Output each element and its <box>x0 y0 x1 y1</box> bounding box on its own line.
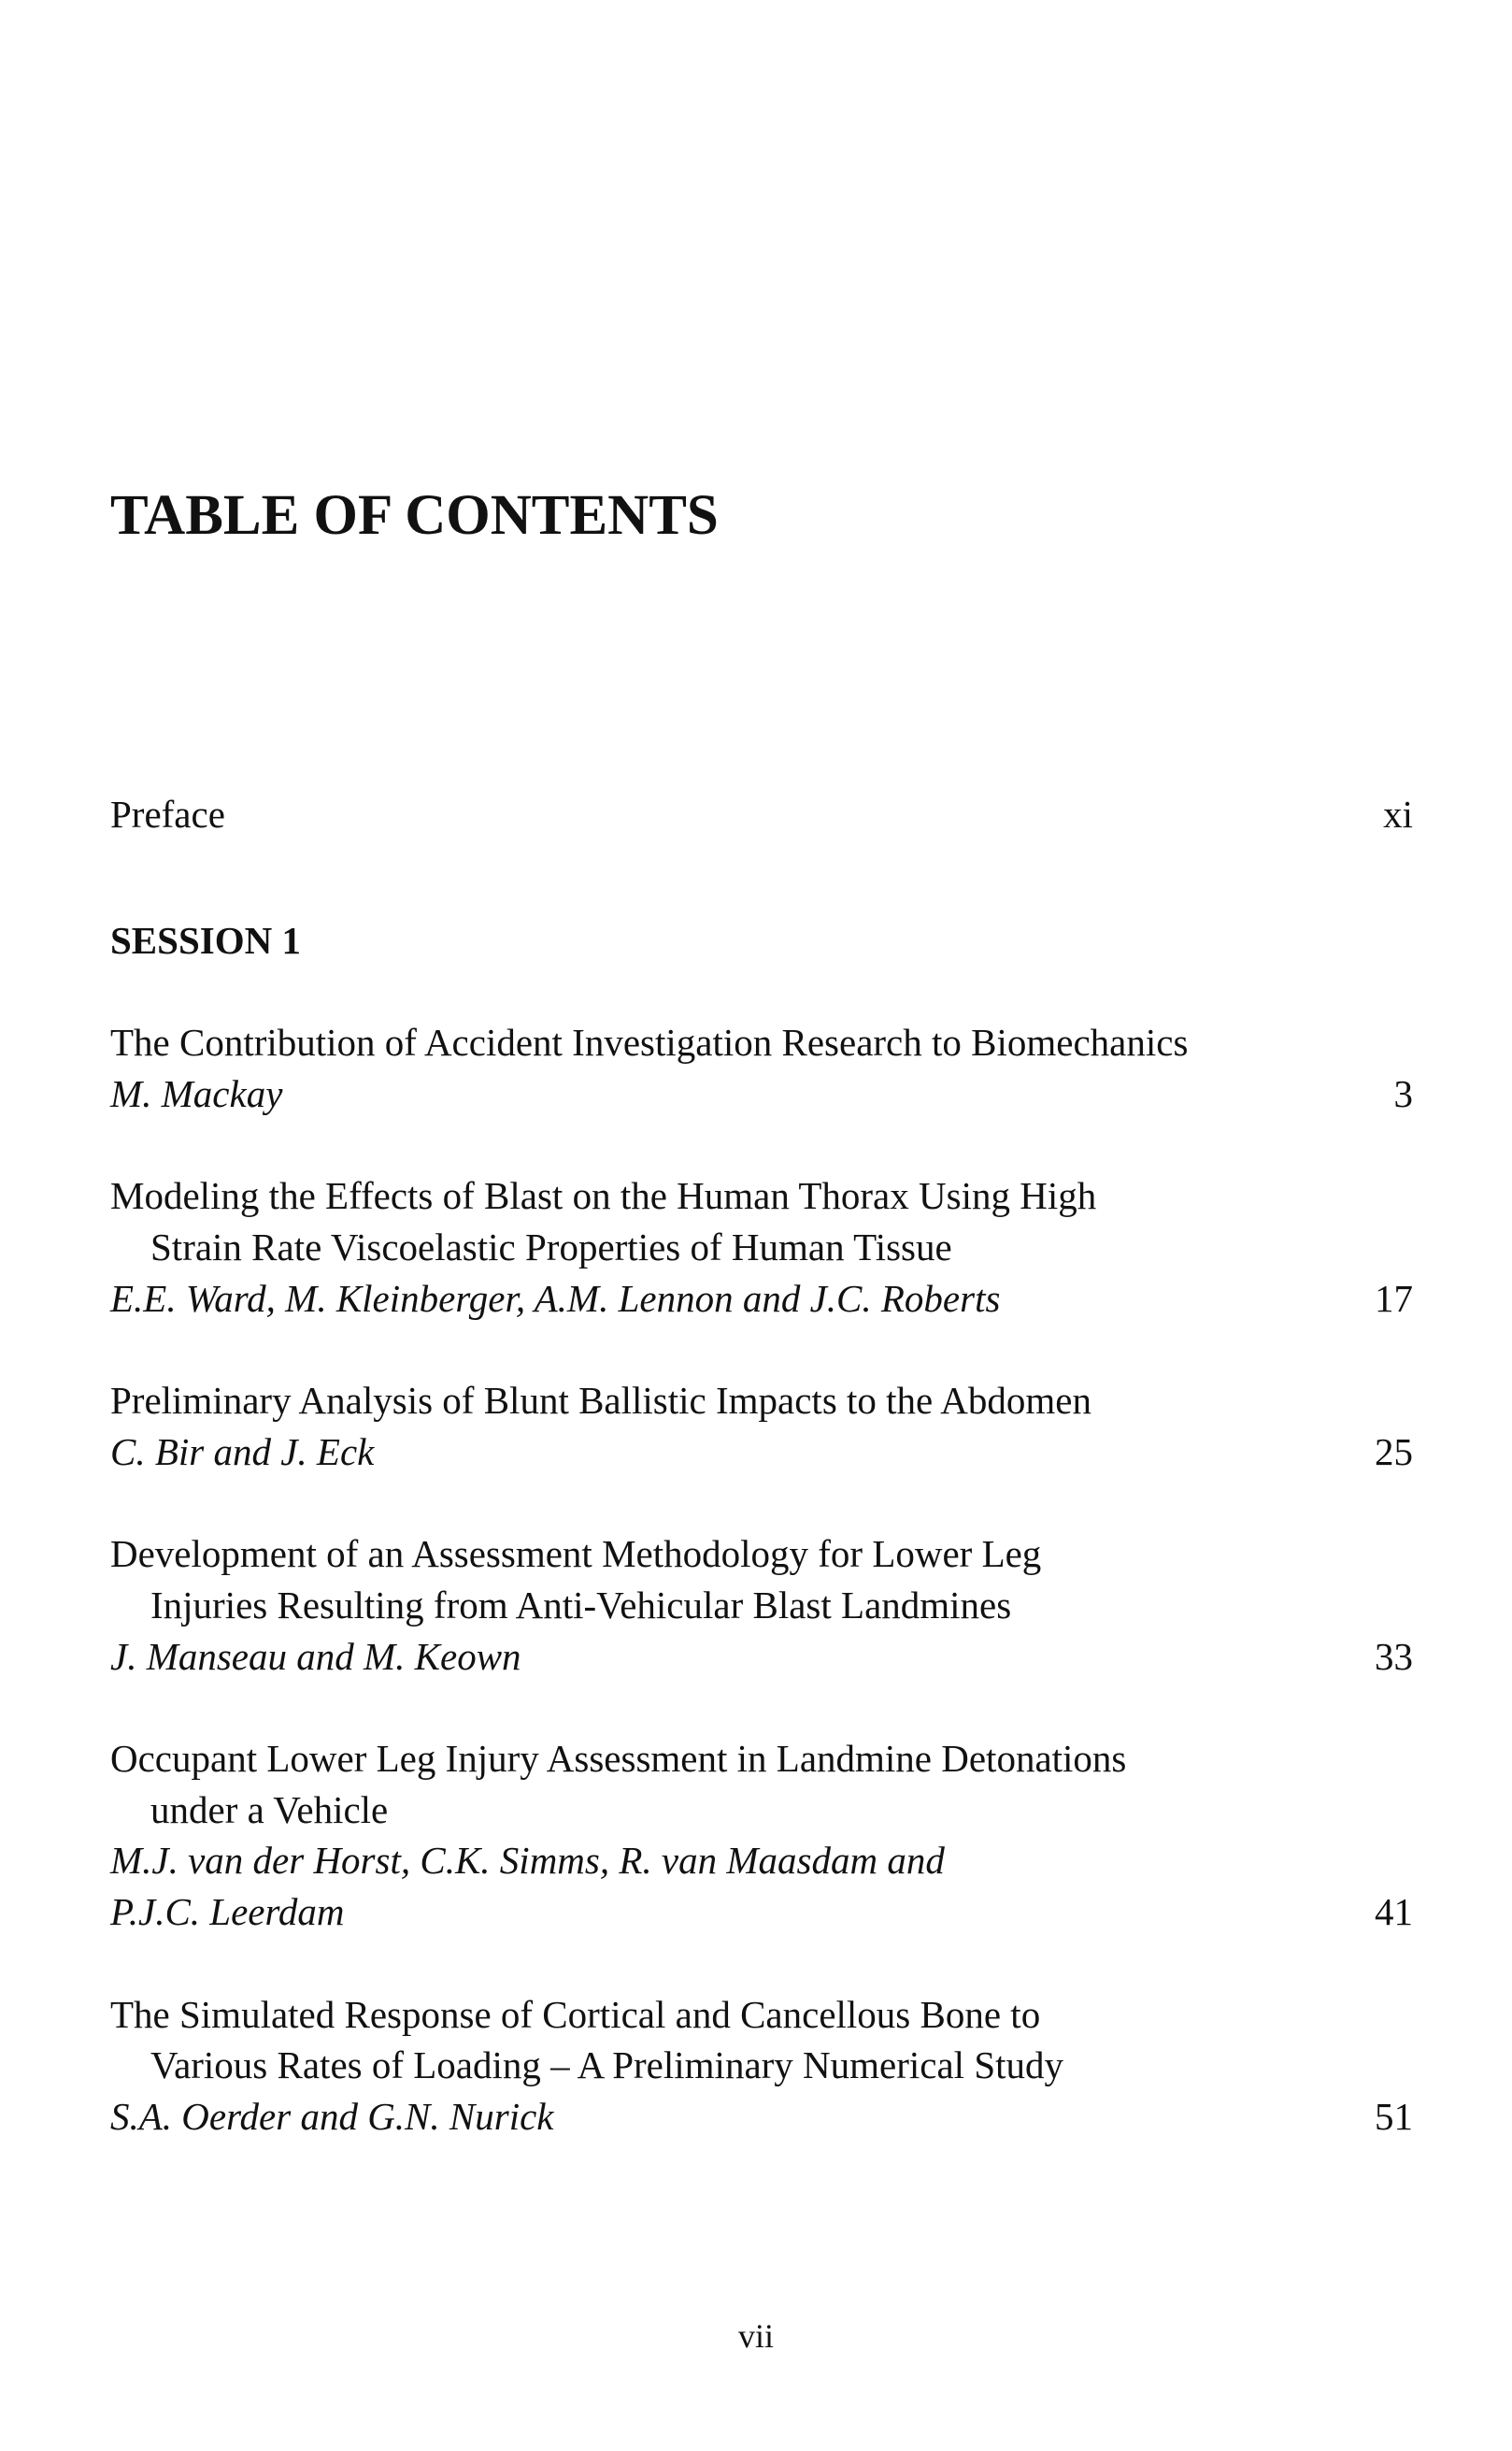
toc-entry[interactable] <box>110 1017 1413 1119</box>
preface-page-number: xi <box>1383 793 1413 836</box>
entry-authors-line: C. Bir and J. Eck 25 <box>110 1426 1413 1478</box>
entry-title-line: Preliminary Analysis of Blunt Ballistic Impacts to the Abdomen <box>110 1379 1091 1423</box>
entry-authors-line: E.E. Ward, M. Kleinberger, A.M. Lennon and J.C. Roberts 17 <box>110 1273 1413 1325</box>
toc-entry[interactable] <box>110 1375 1413 1477</box>
entry-authors-line: J. Manseau and M. Keown 33 <box>110 1631 1413 1683</box>
session-heading: SESSION 1 <box>110 918 301 962</box>
entry-title-line: Development of an Assessment Methodology for Lower Leg <box>110 1532 1042 1576</box>
entry-title-line: The Contribution of Accident Investigation Research to Biomechanics <box>110 1021 1189 1065</box>
entry-title-line: Strain Rate Viscoelastic Properties of Human Tissue <box>150 1225 952 1268</box>
preface-entry[interactable] <box>110 789 1413 840</box>
toc-entry[interactable] <box>110 1528 1413 1682</box>
entry-authors-line: P.J.C. Leerdam 41 <box>110 1886 1413 1938</box>
entry-page-number: 17 <box>1375 1276 1413 1320</box>
entry-title-line: Various Rates of Loading – A Preliminary Numerical Study <box>150 2043 1064 2087</box>
preface-label: Preface <box>110 793 225 836</box>
entry-title-line: Injuries Resulting from Anti-Vehicular Blast Landmines <box>150 1583 1012 1627</box>
entry-authors-line: M.J. van der Horst, C.K. Simms, R. van Maasdam and <box>110 1839 945 1883</box>
toc-entry[interactable] <box>110 1989 1413 2143</box>
page-folio: vii <box>737 2317 774 2355</box>
entry-page-number: 51 <box>1375 2094 1413 2138</box>
entry-page-number: 3 <box>1393 1071 1413 1115</box>
entry-title-line: under a Vehicle <box>150 1787 389 1831</box>
page-title: TABLE OF CONTENTS <box>110 484 719 547</box>
entry-page-number: 25 <box>1375 1429 1413 1473</box>
table-of-contents <box>110 789 1413 2142</box>
entry-title-line: Modeling the Effects of Blast on the Human Thorax Using High <box>110 1174 1097 1218</box>
entry-title-line: The Simulated Response of Cortical and Cancellous Bone to <box>110 1992 1041 2036</box>
toc-entry[interactable] <box>110 1170 1413 1324</box>
toc-entry[interactable] <box>110 1733 1413 1937</box>
entry-page-number: 33 <box>1375 1634 1413 1678</box>
entry-authors-line: S.A. Oerder and G.N. Nurick 51 <box>110 2091 1413 2143</box>
entry-page-number: 41 <box>1375 1889 1413 1933</box>
entry-authors-line: M. Mackay 3 <box>110 1068 1413 1120</box>
entry-title-line: Occupant Lower Leg Injury Assessment in Landmine Detonations <box>110 1737 1127 1781</box>
